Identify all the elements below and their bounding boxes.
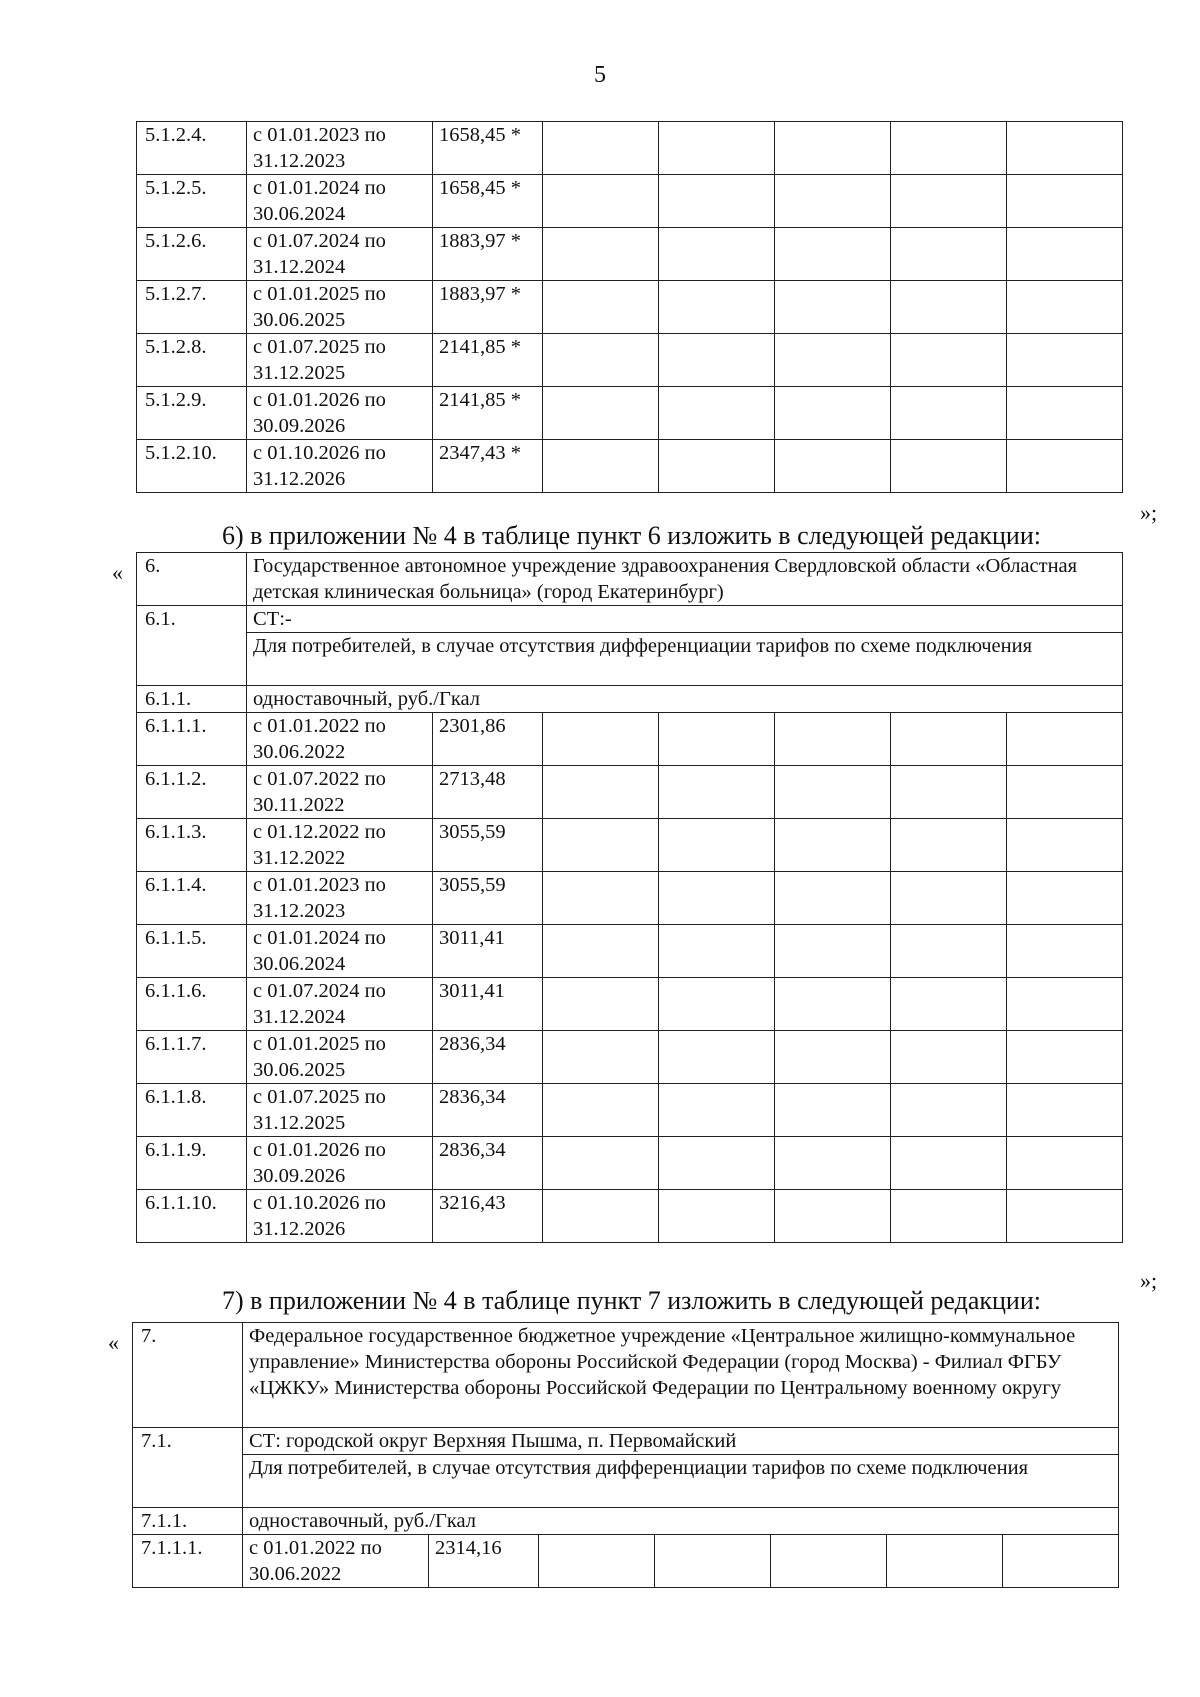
st-row-6 [137, 606, 1123, 633]
empty-cell [891, 1084, 1007, 1137]
row-number: 6.1.1.1. [137, 713, 247, 766]
empty-cell [891, 1137, 1007, 1190]
tariff-row [137, 925, 1123, 978]
org-row-7 [133, 1323, 1119, 1428]
empty-cell [891, 334, 1007, 387]
consumers-row-6 [137, 633, 1123, 686]
tariff-row [137, 1031, 1123, 1084]
empty-cell [659, 334, 775, 387]
empty-cell [655, 1535, 771, 1588]
row-value: 1883,97 * [433, 228, 543, 281]
empty-cell [659, 1031, 775, 1084]
tariff-table-6-body [137, 713, 1123, 1243]
empty-cell [1007, 175, 1123, 228]
row-period: с 01.07.2025 по 31.12.2025 [247, 1084, 433, 1137]
empty-cell [887, 1535, 1003, 1588]
empty-cell [1007, 713, 1123, 766]
tariff-row [137, 766, 1123, 819]
empty-cell [543, 440, 659, 493]
row-number: 5.1.2.7. [137, 281, 247, 334]
empty-cell [659, 175, 775, 228]
tariff-row [137, 1084, 1123, 1137]
tariff-row [137, 387, 1123, 440]
empty-cell [1003, 1535, 1119, 1588]
empty-cell [1007, 122, 1123, 175]
row-period: с 01.01.2025 по 30.06.2025 [247, 281, 433, 334]
empty-cell [775, 1084, 891, 1137]
tariff-table-7 [132, 1322, 1119, 1588]
tariff-row [137, 228, 1123, 281]
empty-cell [891, 713, 1007, 766]
empty-cell [659, 766, 775, 819]
row-value: 3216,43 [433, 1190, 543, 1243]
empty-cell [1007, 1137, 1123, 1190]
tariff-table-5-body [137, 122, 1123, 493]
tariff-table-7-body [133, 1535, 1119, 1588]
empty-cell [543, 122, 659, 175]
row-number: 6.1.1.5. [137, 925, 247, 978]
row-value: 2836,34 [433, 1031, 543, 1084]
empty-cell [775, 228, 891, 281]
empty-cell [1007, 440, 1123, 493]
open-quote-7: « [108, 1330, 119, 1355]
empty-cell [891, 175, 1007, 228]
empty-cell [1007, 1084, 1123, 1137]
row-value: 3055,59 [433, 872, 543, 925]
empty-cell [775, 387, 891, 440]
instruction-7: 7) в приложении № 4 в таблице пункт 7 изложить в следующей редакции: [222, 1286, 1041, 1315]
empty-cell [659, 122, 775, 175]
empty-cell [775, 925, 891, 978]
empty-cell [543, 1190, 659, 1243]
empty-cell [891, 766, 1007, 819]
st-num-6: 6.1. [137, 606, 247, 686]
empty-cell [543, 925, 659, 978]
consumers-row-7 [133, 1455, 1119, 1508]
row-number: 6.1.1.2. [137, 766, 247, 819]
empty-cell [891, 387, 1007, 440]
row-value: 2301,86 [433, 713, 543, 766]
empty-cell [775, 819, 891, 872]
empty-cell [1007, 925, 1123, 978]
empty-cell [775, 175, 891, 228]
empty-cell [775, 1031, 891, 1084]
st-row-7 [133, 1428, 1119, 1455]
row-period: с 01.01.2026 по 30.09.2026 [247, 387, 433, 440]
row-value: 1658,45 * [433, 175, 543, 228]
type-text-6: одноставочный, руб./Гкал [247, 686, 1123, 713]
row-value: 2141,85 * [433, 387, 543, 440]
tariff-row [137, 122, 1123, 175]
row-number: 6.1.1.8. [137, 1084, 247, 1137]
empty-cell [659, 872, 775, 925]
empty-cell [891, 1190, 1007, 1243]
tariff-row [137, 440, 1123, 493]
empty-cell [891, 228, 1007, 281]
type-num-6: 6.1.1. [137, 686, 247, 713]
empty-cell [543, 872, 659, 925]
empty-cell [1007, 334, 1123, 387]
org-name-6: Государственное автономное учреждение здравоохранения Свердловской области «Областная детская клиническая больница» (город Екатеринбург) [247, 553, 1123, 606]
empty-cell [1007, 1190, 1123, 1243]
row-number: 7.1.1.1. [133, 1535, 243, 1588]
empty-cell [659, 387, 775, 440]
empty-cell [543, 175, 659, 228]
tariff-table-6 [136, 552, 1123, 1243]
type-row-6 [137, 686, 1123, 713]
empty-cell [891, 281, 1007, 334]
empty-cell [543, 1084, 659, 1137]
row-period: с 01.01.2023 по 31.12.2023 [247, 872, 433, 925]
empty-cell [543, 1031, 659, 1084]
empty-cell [543, 978, 659, 1031]
row-number: 5.1.2.4. [137, 122, 247, 175]
tariff-row [137, 978, 1123, 1031]
tariff-row [137, 819, 1123, 872]
tariff-row [137, 1137, 1123, 1190]
consumers-text-7: Для потребителей, в случае отсутствия дифференциации тарифов по схеме подключения [243, 1455, 1119, 1508]
empty-cell [1007, 872, 1123, 925]
row-value: 3011,41 [433, 978, 543, 1031]
empty-cell [659, 440, 775, 493]
row-period: с 01.07.2022 по 30.11.2022 [247, 766, 433, 819]
row-period: с 01.12.2022 по 31.12.2022 [247, 819, 433, 872]
row-number: 5.1.2.10. [137, 440, 247, 493]
type-row-7 [133, 1508, 1119, 1535]
empty-cell [659, 1137, 775, 1190]
empty-cell [891, 978, 1007, 1031]
tariff-row [137, 175, 1123, 228]
empty-cell [543, 713, 659, 766]
row-number: 6.1.1.9. [137, 1137, 247, 1190]
empty-cell [1007, 387, 1123, 440]
row-value: 2836,34 [433, 1084, 543, 1137]
st-num-7: 7.1. [133, 1428, 243, 1508]
page-number: 5 [594, 62, 606, 88]
org-num-7: 7. [133, 1323, 243, 1428]
type-num-7: 7.1.1. [133, 1508, 243, 1535]
row-value: 2141,85 * [433, 334, 543, 387]
empty-cell [1007, 281, 1123, 334]
row-number: 6.1.1.3. [137, 819, 247, 872]
empty-cell [891, 925, 1007, 978]
row-period: с 01.10.2026 по 31.12.2026 [247, 440, 433, 493]
row-period: с 01.10.2026 по 31.12.2026 [247, 1190, 433, 1243]
org-num-6: 6. [137, 553, 247, 606]
empty-cell [659, 1084, 775, 1137]
row-period: с 01.07.2025 по 31.12.2025 [247, 334, 433, 387]
empty-cell [659, 978, 775, 1031]
consumers-text-6: Для потребителей, в случае отсутствия дифференциации тарифов по схеме подключения [247, 633, 1123, 686]
empty-cell [543, 387, 659, 440]
row-period: с 01.07.2024 по 31.12.2024 [247, 228, 433, 281]
row-value: 2713,48 [433, 766, 543, 819]
row-period: с 01.01.2023 по 31.12.2023 [247, 122, 433, 175]
empty-cell [775, 122, 891, 175]
closing-quote-6: »; [1140, 1268, 1158, 1293]
empty-cell [775, 978, 891, 1031]
empty-cell [1007, 819, 1123, 872]
st-text-7: СТ: городской округ Верхняя Пышма, п. Первомайский [243, 1428, 1119, 1455]
empty-cell [775, 281, 891, 334]
tariff-row [137, 713, 1123, 766]
row-number: 5.1.2.5. [137, 175, 247, 228]
empty-cell [1007, 766, 1123, 819]
empty-cell [659, 819, 775, 872]
empty-cell [775, 1190, 891, 1243]
empty-cell [891, 872, 1007, 925]
tariff-row [137, 334, 1123, 387]
empty-cell [543, 334, 659, 387]
empty-cell [775, 440, 891, 493]
empty-cell [1007, 228, 1123, 281]
row-value: 2836,34 [433, 1137, 543, 1190]
row-number: 5.1.2.9. [137, 387, 247, 440]
empty-cell [659, 1190, 775, 1243]
tariff-row [137, 872, 1123, 925]
empty-cell [891, 122, 1007, 175]
empty-cell [543, 766, 659, 819]
empty-cell [1007, 978, 1123, 1031]
row-number: 6.1.1.4. [137, 872, 247, 925]
row-number: 5.1.2.8. [137, 334, 247, 387]
empty-cell [659, 228, 775, 281]
tariff-row [133, 1535, 1119, 1588]
st-text-6: СТ:- [247, 606, 1123, 633]
row-value: 1883,97 * [433, 281, 543, 334]
row-number: 5.1.2.6. [137, 228, 247, 281]
row-period: с 01.01.2022 по 30.06.2022 [243, 1535, 429, 1588]
row-period: с 01.07.2024 по 31.12.2024 [247, 978, 433, 1031]
row-value: 3055,59 [433, 819, 543, 872]
empty-cell [775, 1137, 891, 1190]
open-quote-6: « [112, 560, 123, 585]
row-value: 2347,43 * [433, 440, 543, 493]
row-period: с 01.01.2022 по 30.06.2022 [247, 713, 433, 766]
empty-cell [659, 713, 775, 766]
org-row-6 [137, 553, 1123, 606]
empty-cell [543, 1137, 659, 1190]
row-value: 2314,16 [429, 1535, 539, 1588]
empty-cell [775, 766, 891, 819]
row-period: с 01.01.2024 по 30.06.2024 [247, 925, 433, 978]
closing-quote-5: »; [1140, 500, 1158, 525]
row-number: 6.1.1.7. [137, 1031, 247, 1084]
row-period: с 01.01.2025 по 30.06.2025 [247, 1031, 433, 1084]
empty-cell [539, 1535, 655, 1588]
tariff-table-5 [136, 121, 1123, 493]
empty-cell [775, 872, 891, 925]
type-text-7: одноставочный, руб./Гкал [243, 1508, 1119, 1535]
tariff-row [137, 1190, 1123, 1243]
instruction-6: 6) в приложении № 4 в таблице пункт 6 изложить в следующей редакции: [222, 521, 1041, 550]
row-period: с 01.01.2026 по 30.09.2026 [247, 1137, 433, 1190]
row-number: 6.1.1.10. [137, 1190, 247, 1243]
empty-cell [543, 819, 659, 872]
empty-cell [891, 440, 1007, 493]
empty-cell [775, 334, 891, 387]
empty-cell [543, 281, 659, 334]
row-period: с 01.01.2024 по 30.06.2024 [247, 175, 433, 228]
empty-cell [775, 713, 891, 766]
empty-cell [1007, 1031, 1123, 1084]
empty-cell [543, 228, 659, 281]
empty-cell [891, 1031, 1007, 1084]
empty-cell [771, 1535, 887, 1588]
row-value: 1658,45 * [433, 122, 543, 175]
empty-cell [659, 925, 775, 978]
row-value: 3011,41 [433, 925, 543, 978]
empty-cell [891, 819, 1007, 872]
org-name-7: Федеральное государственное бюджетное учреждение «Центральное жилищно-коммунальное управление» Министерства обороны Российской Федерации (город Москва) - Филиал ФГБУ «ЦЖКУ» Министерства обороны Российской Федерации по Центральному военному округу [243, 1323, 1119, 1428]
row-number: 6.1.1.6. [137, 978, 247, 1031]
empty-cell [659, 281, 775, 334]
tariff-row [137, 281, 1123, 334]
